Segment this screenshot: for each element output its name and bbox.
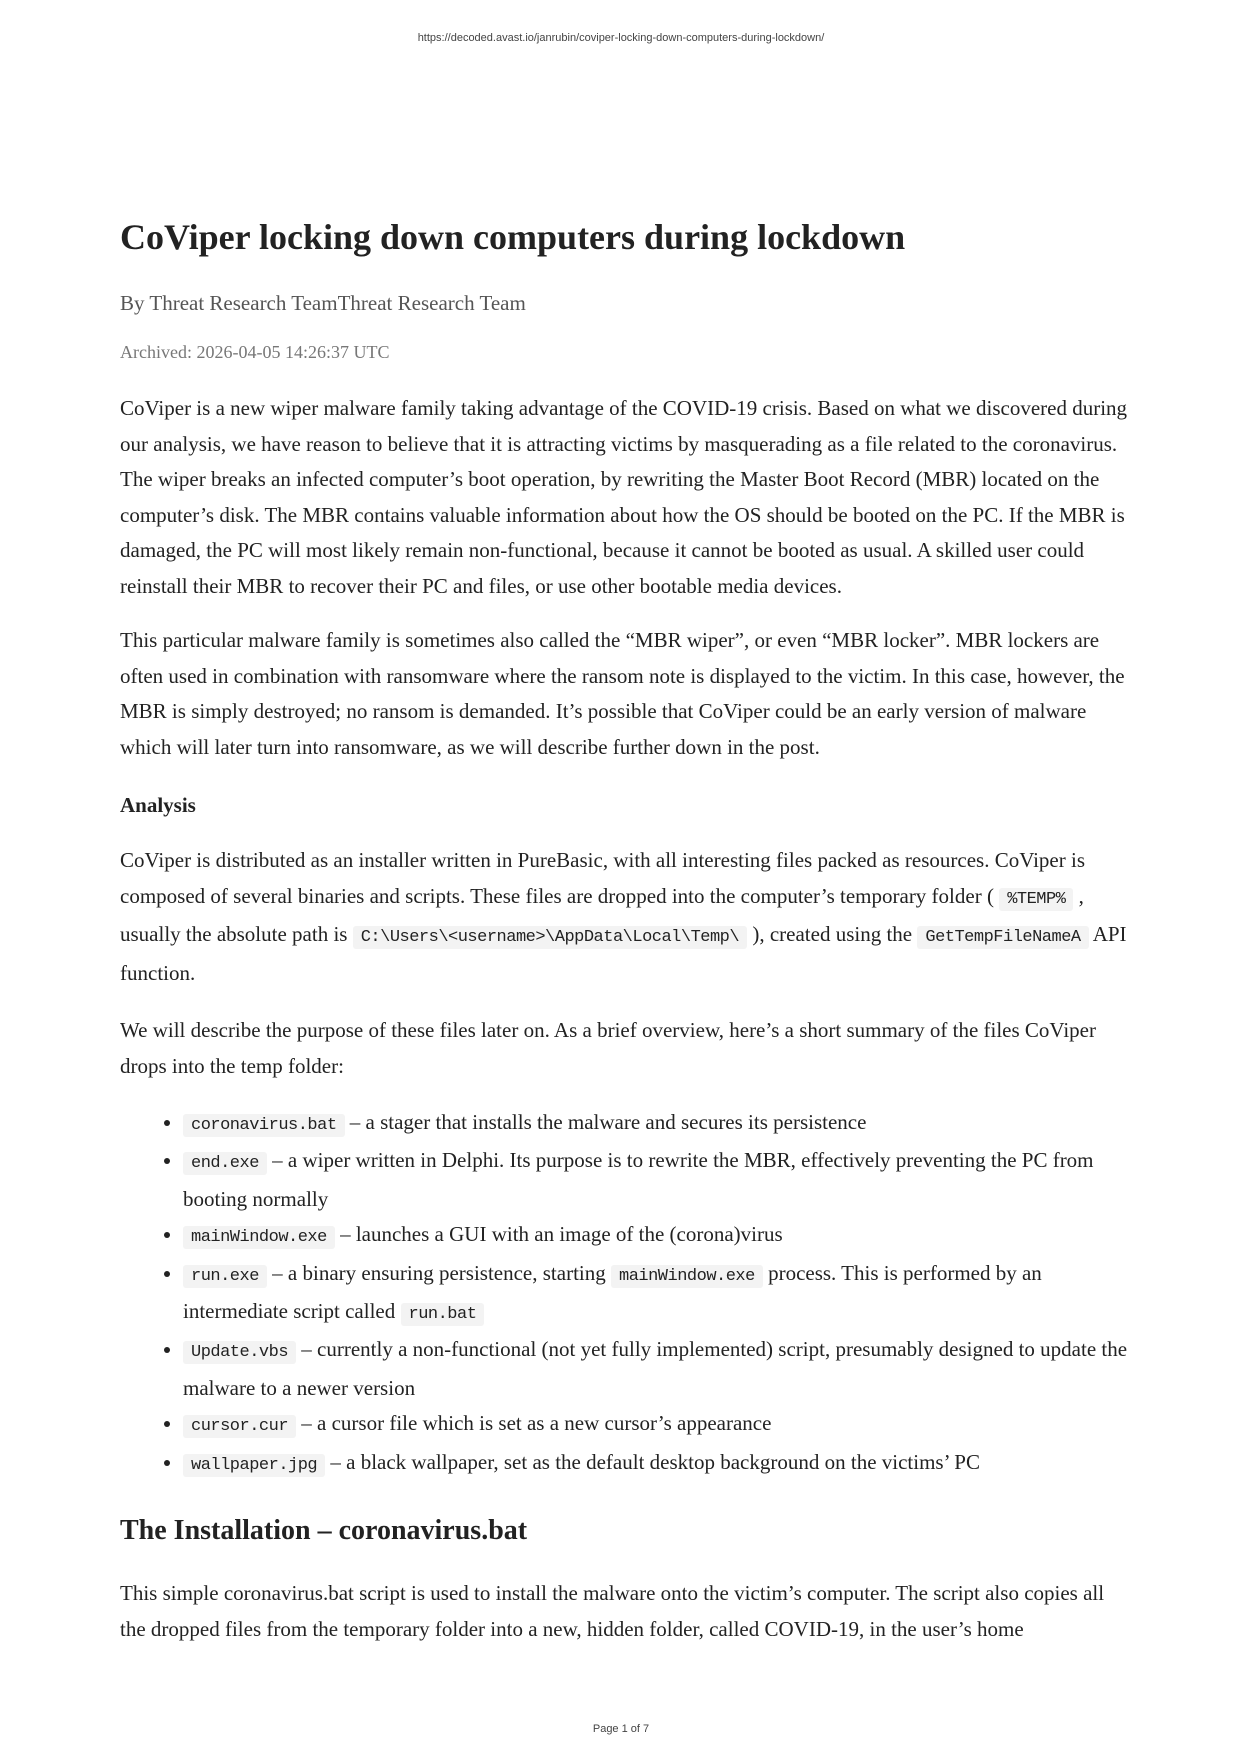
inline-code: run.bat <box>401 1303 485 1326</box>
byline: By Threat Research TeamThreat Research Team <box>120 291 526 315</box>
text: – currently a non-functional (not yet fully implemented) script, presumably designed to update the malware to a newer version <box>183 1337 1128 1400</box>
list-item <box>183 1217 1132 1255</box>
text: CoViper is distributed as an installer written in PureBasic, with all interesting files packed as resources. CoViper is composed of several binaries and scripts. These files are dropped into the computer’s temporary folder ( <box>120 848 1086 908</box>
text: ), created using the <box>752 922 913 946</box>
inline-code: %TEMP% <box>999 888 1073 911</box>
text: – a stager that installs the malware and secures its persistence <box>349 1110 867 1134</box>
section-heading-installation: The Installation – coronavirus.bat <box>120 1515 528 1547</box>
article <box>120 215 1132 1647</box>
paragraph-installation: This simple coronavirus.bat script is used to install the malware onto the victim’s computer. The script also copies all the dropped files from the temporary folder into a new, hidden folder, called COVID-19, in the user’s home <box>120 1581 1105 1641</box>
text: API function. <box>120 922 1127 985</box>
list-item <box>183 1143 1132 1217</box>
text: – launches a GUI with an image of the (corona)virus <box>340 1222 783 1247</box>
source-url: https://decoded.avast.io/janrubin/coviper-locking-down-computers-during-lockdown/ <box>417 32 825 44</box>
paragraph-mbr: This particular malware family is sometimes also called the “MBR wiper”, or even “MBR locker”. MBR lockers are often used in combination with ransomware where the ransom note is displayed to the victim. In this case, however, the MBR is simply destroyed; no ransom is demanded. It’s possible that CoViper could be an early version of malware which will later turn into ransomware, as we will describe further down in the post. <box>120 628 1125 759</box>
text: , usually the absolute path is <box>120 883 1084 946</box>
list-item <box>183 1105 1132 1143</box>
list-item <box>183 1406 1132 1444</box>
inline-code: end.exe <box>183 1152 267 1175</box>
inline-code: GetTempFileNameA <box>917 926 1088 949</box>
page-title: CoViper locking down computers during lockdown <box>120 217 906 257</box>
inline-code: Update.vbs <box>183 1341 296 1364</box>
text: – a black wallpaper, set as the default desktop background on the victims’ PC <box>330 1449 980 1474</box>
list-item <box>183 1332 1132 1406</box>
text: – a binary ensuring persistence, starting <box>272 1260 606 1285</box>
inline-code: mainWindow.exe <box>183 1226 335 1249</box>
inline-code: coronavirus.bat <box>183 1114 345 1137</box>
page-number: Page 1 of 7 <box>592 1723 650 1735</box>
inline-code: wallpaper.jpg <box>183 1454 325 1477</box>
inline-code: run.exe <box>183 1265 267 1288</box>
inline-code: cursor.cur <box>183 1415 296 1438</box>
paragraph-overview: We will describe the purpose of these files later on. As a brief overview, here’s a short summary of the files CoViper drops into the temp folder: <box>120 1018 1096 1078</box>
inline-code: mainWindow.exe <box>611 1265 763 1288</box>
list-item <box>183 1445 1132 1483</box>
paragraph-analysis <box>120 843 1132 991</box>
text: – a wiper written in Delphi. Its purpose is to rewrite the MBR, effectively preventing the PC from booting normally <box>183 1148 1094 1211</box>
paragraph-intro: CoViper is a new wiper malware family taking advantage of the COVID-19 crisis. Based on what we discovered during our analysis, we have reason to believe that it is attracting victims by masquerading as a file related to the coronavirus. The wiper breaks an infected computer’s boot operation, by rewriting the Master Boot Record (MBR) located on the computer’s disk. The MBR contains valuable information about how the OS should be booted on the PC. If the MBR is damaged, the PC will most likely remain non-functional, because it cannot be booted as usual. A skilled user could reinstall their MBR to recover their PC and files, or use other bootable media devices. <box>120 396 1128 598</box>
text: – a cursor file which is set as a new cursor’s appearance <box>301 1411 772 1436</box>
section-heading-analysis: Analysis <box>120 793 196 817</box>
inline-code: C:\Users\<username>\AppData\Local\Temp\ <box>353 926 747 949</box>
text: process. This is performed by an intermediate script called <box>183 1260 1042 1324</box>
file-list <box>120 1105 1132 1483</box>
archived-date: Archived: 2026-04-05 14:26:37 UTC <box>120 342 390 362</box>
list-item <box>183 1256 1132 1333</box>
